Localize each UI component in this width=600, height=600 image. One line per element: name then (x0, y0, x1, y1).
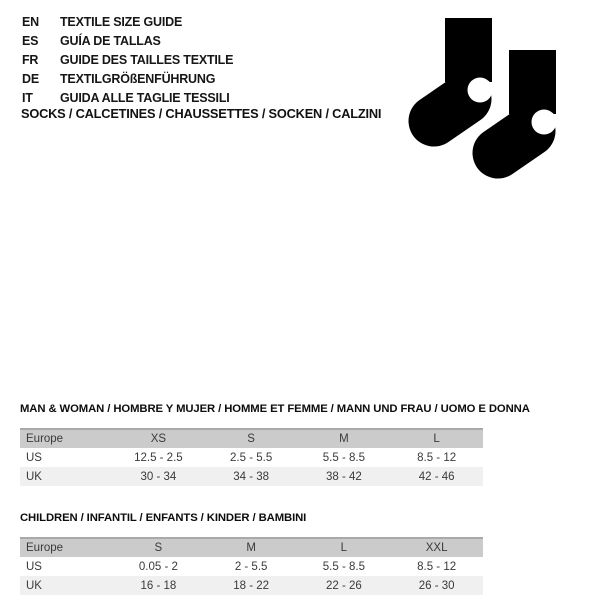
language-code: EN (22, 14, 39, 29)
column-header-region: Europe (20, 538, 112, 557)
size-table-section-children (20, 512, 483, 595)
size-cell: 42 - 46 (390, 467, 483, 486)
size-cell: 22 - 26 (298, 576, 391, 595)
column-header-size: M (298, 429, 391, 448)
region-cell: US (20, 557, 112, 576)
language-row-de (22, 69, 233, 88)
size-cell: 16 - 18 (112, 576, 205, 595)
sock-shape-front (498, 50, 557, 153)
column-header-size: S (205, 429, 298, 448)
language-row-fr (22, 50, 233, 69)
language-list (22, 12, 233, 107)
category-line: SOCKS / CALCETINES / CHAUSSETTES / SOCKEN / CALZINI (21, 106, 382, 121)
language-label: TEXTILGRÖßENFÜHRUNG (60, 71, 216, 86)
size-table-section-man-woman (20, 403, 530, 486)
column-header-region: Europe (20, 429, 112, 448)
language-code: DE (22, 71, 39, 86)
language-code: IT (22, 90, 33, 105)
column-header-size: S (112, 538, 205, 557)
column-header-size: L (298, 538, 391, 557)
region-cell: US (20, 448, 112, 467)
size-cell: 34 - 38 (205, 467, 298, 486)
table-title: MAN & WOMAN / HOMBRE Y MUJER / HOMME ET FEMME / MANN UND FRAU / UOMO E DONNA (20, 403, 530, 415)
size-cell: 5.5 - 8.5 (298, 557, 391, 576)
table-row-us (20, 448, 483, 467)
size-cell: 2 - 5.5 (205, 557, 298, 576)
language-code: ES (22, 33, 39, 48)
column-header-size: M (205, 538, 298, 557)
size-cell: 18 - 22 (205, 576, 298, 595)
size-cell: 30 - 34 (112, 467, 205, 486)
language-label: GUÍA DE TALLAS (60, 33, 161, 48)
table-title: CHILDREN / INFANTIL / ENFANTS / KINDER / BAMBINI (20, 512, 307, 524)
language-label: TEXTILE SIZE GUIDE (60, 14, 183, 29)
column-header-size: XS (112, 429, 205, 448)
size-cell: 2.5 - 5.5 (205, 448, 298, 467)
table-row-uk (20, 576, 483, 595)
sock-shape-back (434, 18, 493, 121)
language-row-en (22, 12, 233, 31)
language-label: GUIDE DES TAILLES TEXTILE (60, 52, 234, 67)
size-cell: 26 - 30 (390, 576, 483, 595)
table-header-row (20, 429, 483, 448)
language-label: GUIDA ALLE TAGLIE TESSILI (60, 90, 230, 105)
size-table-children (20, 537, 483, 595)
size-cell: 12.5 - 2.5 (112, 448, 205, 467)
region-cell: UK (20, 576, 112, 595)
column-header-size: L (390, 429, 483, 448)
table-row-uk (20, 467, 483, 486)
table-row-us (20, 557, 483, 576)
language-row-it (22, 88, 233, 107)
size-cell: 38 - 42 (298, 467, 391, 486)
region-cell: UK (20, 467, 112, 486)
language-code: FR (22, 52, 39, 67)
socks-icon (400, 8, 570, 188)
column-header-size: XXL (390, 538, 483, 557)
size-cell: 8.5 - 12 (390, 557, 483, 576)
size-cell: 8.5 - 12 (390, 448, 483, 467)
size-cell: 5.5 - 8.5 (298, 448, 391, 467)
size-cell: 0.05 - 2 (112, 557, 205, 576)
language-row-es (22, 31, 233, 50)
table-header-row (20, 538, 483, 557)
size-table-man-woman (20, 428, 483, 486)
